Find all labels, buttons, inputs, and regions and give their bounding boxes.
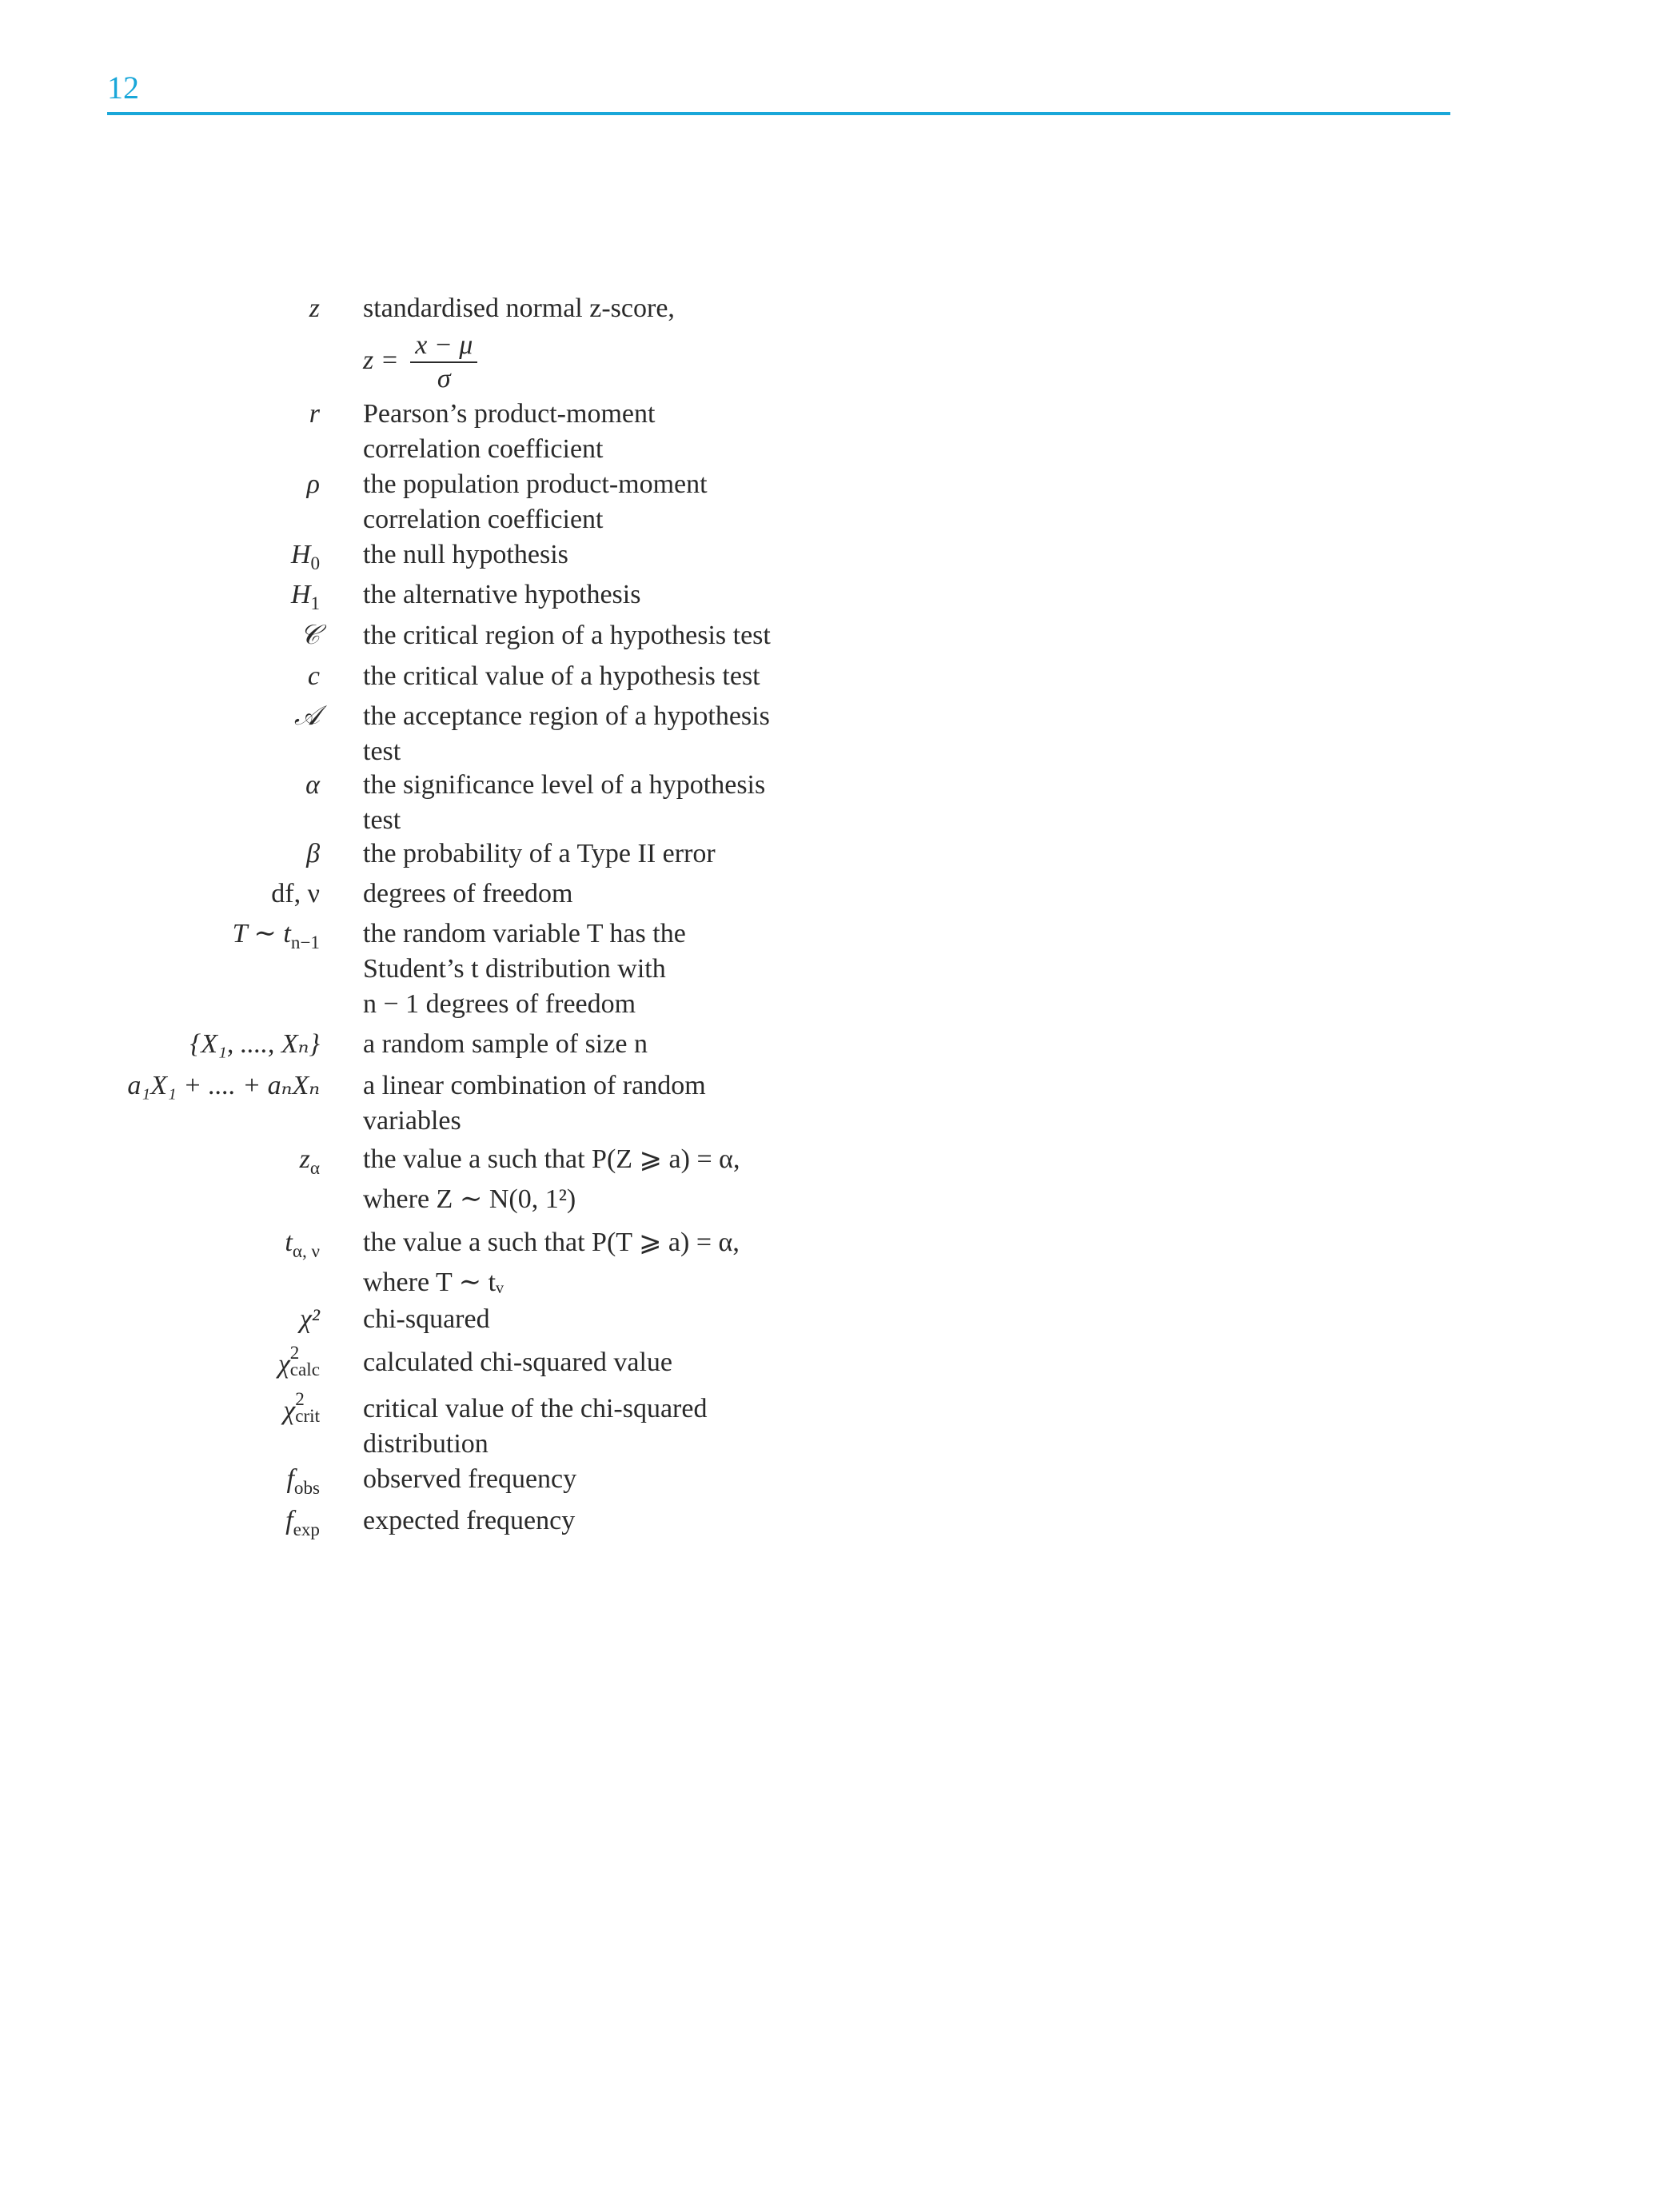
notation-symbol: 𝒜 — [293, 701, 320, 731]
description-line: where Z ∼ N(0, 1²) — [363, 1184, 576, 1214]
notation-symbol: χ 2 calc — [277, 1343, 320, 1380]
notation-description — [363, 836, 875, 872]
notation-description — [363, 618, 875, 653]
page-number: 12 — [107, 70, 139, 106]
notation-description — [363, 1027, 875, 1062]
description-line: correlation coefficient — [363, 505, 604, 534]
header-rule — [107, 112, 1450, 115]
notation-description — [363, 1225, 875, 1300]
description-line: a linear combination of random — [363, 1071, 706, 1100]
description-line: expected frequency — [363, 1506, 576, 1535]
description-line: observed frequency — [363, 1464, 577, 1494]
notation-description — [363, 397, 875, 467]
description-line: the value a such that P(T ⩾ a) = α, — [363, 1228, 740, 1257]
description-line: degrees of freedom — [363, 879, 573, 908]
notation-description — [363, 1142, 875, 1217]
notation-description — [363, 768, 875, 838]
notation-symbol: z — [309, 293, 320, 323]
description-line: correlation coefficient — [363, 434, 604, 464]
description-line: the probability of a Type II error — [363, 839, 716, 868]
notation-description — [363, 1302, 875, 1337]
notation-description — [363, 699, 875, 769]
description-line: the null hypothesis — [363, 540, 568, 569]
description-line: the critical region of a hypothesis test — [363, 621, 771, 650]
notation-symbol: df, ν — [271, 879, 320, 908]
description-line: the critical value of a hypothesis test — [363, 661, 760, 691]
formula — [363, 329, 875, 395]
notation-description — [363, 537, 875, 573]
description-line: the value a such that P(Z ⩾ a) = α, — [363, 1144, 740, 1174]
notation-symbol: $z_\alpha$ — [299, 1144, 320, 1179]
notation-symbol: χ² — [299, 1304, 320, 1334]
notation-symbol: $f_{obs}$ — [286, 1464, 320, 1499]
notation-symbol: r — [309, 399, 320, 429]
description-line: the random variable T has the — [363, 919, 686, 948]
notation-symbol: $f_{exp}$ — [285, 1506, 320, 1540]
notation-description — [363, 1391, 875, 1462]
notation-symbol: $H_0$ — [290, 540, 320, 574]
notation-symbol: $H_1$ — [290, 580, 320, 614]
description-line: n − 1 degrees of freedom — [363, 989, 636, 1019]
formula-numerator: x − μ — [410, 329, 477, 363]
description-line: chi-squared — [363, 1304, 490, 1334]
description-line: calculated chi-squared value — [363, 1348, 673, 1377]
description-line: the acceptance region of a hypothesis — [363, 701, 770, 731]
notation-description — [363, 659, 875, 694]
description-line: Pearson’s product-moment — [363, 399, 656, 429]
notation-symbol: $t_{\alpha, \nu}$ — [285, 1228, 320, 1262]
notation-symbol: a₁X₁ + .... + aₙXₙ — [127, 1071, 320, 1100]
notation-description — [363, 577, 875, 613]
notation-description — [363, 916, 875, 1022]
notation-description — [363, 876, 875, 912]
notation-symbol: ρ — [306, 469, 320, 499]
description-line: standardised normal z-score, — [363, 293, 675, 323]
notation-description — [363, 291, 875, 395]
notation-symbol: β — [306, 839, 320, 868]
notation-symbol: χ 2 crit — [283, 1389, 320, 1427]
description-line: where T ∼ tᵥ — [363, 1268, 504, 1297]
description-line: the population product-moment — [363, 469, 708, 499]
notation-symbol: c — [307, 661, 320, 691]
formula-denominator: σ — [437, 364, 451, 393]
description-line: test — [363, 805, 401, 835]
formula-lhs: z = — [363, 345, 399, 375]
description-line: Student’s t distribution with — [363, 954, 666, 984]
notation-description — [363, 1068, 875, 1139]
notation-description — [363, 1462, 875, 1497]
notation-description — [363, 467, 875, 537]
description-line: the alternative hypothesis — [363, 580, 641, 609]
notation-symbol: T ∼ $t_{n-1}$ — [232, 919, 320, 953]
notation-symbol: 𝒞 — [300, 621, 320, 650]
description-line: distribution — [363, 1429, 489, 1459]
notation-description — [363, 1503, 875, 1539]
notation-description — [363, 1345, 875, 1380]
description-line: variables — [363, 1106, 461, 1136]
description-line: critical value of the chi-squared — [363, 1394, 708, 1423]
notation-symbol: {X₁, ...., Xₙ} — [189, 1029, 320, 1059]
formula-fraction — [410, 329, 477, 395]
description-line: the significance level of a hypothesis — [363, 770, 766, 800]
description-line: a random sample of size n — [363, 1029, 648, 1059]
description-line: test — [363, 737, 401, 766]
notation-symbol: α — [305, 770, 320, 800]
